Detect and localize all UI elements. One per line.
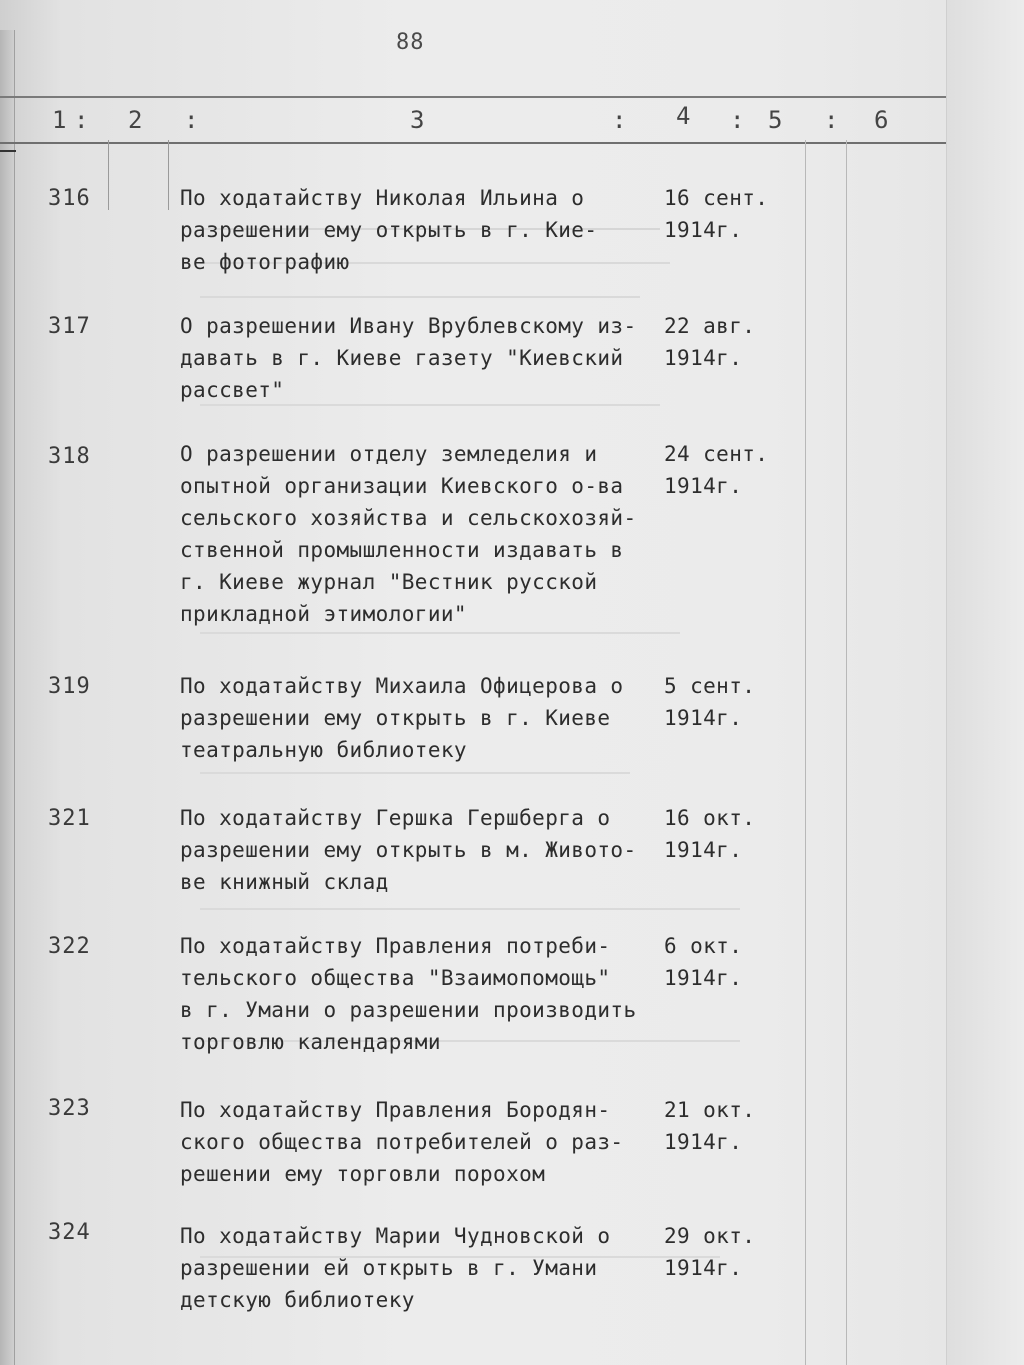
bleed-through-line [200,908,740,910]
column-header-1: 1 [52,106,67,134]
entry-number-319: 319 [48,674,91,699]
entry-date-316: 16 сент. 1914г. [664,186,769,242]
entry-text-319: По ходатайству Михаила Офицерова о разрешении ему открыть в г. Киеве театральную библиотеку [180,674,624,762]
entry-text-318: О разрешении отделу земледелия и опытной организации Киевского о-ва сельского хозяйства и сельскохозяй- ственной промышленности издавать в г. Киеве журнал "Вестник русской прикладной этимологии" [180,442,637,626]
column-header-5: 5 [768,106,783,134]
entry-text-317: О разрешении Ивану Врублевскому из- давать в г. Киеве газету "Киевский рассвет" [180,314,637,402]
column-rule [846,140,847,1365]
entry-date-324: 29 окт. 1914г. [664,1224,756,1280]
entry-number-318: 318 [48,444,91,469]
column-rule [168,140,169,210]
entry-text-323: По ходатайству Правления Бородян- ского общества потребителей о раз- решении ему торговли порохом [180,1098,624,1186]
bleed-through-line [200,772,630,774]
header-top-rule [0,96,946,98]
column-header-6: 6 [874,106,889,134]
column-header-3: 3 [410,106,425,134]
column-separator: : [730,106,745,134]
entry-date-323: 21 окт. 1914г. [664,1098,756,1154]
binding-notch [0,150,16,166]
entry-text-316: По ходатайству Николая Ильина о разрешении ему открыть в г. Кие- ве фотографию [180,186,598,274]
column-separator: : [612,106,627,134]
entry-text-324: По ходатайству Марии Чудновской о разрешении ей открыть в г. Умани детскую библиотеку [180,1224,611,1312]
entry-text-322: По ходатайству Правления потреби- тельского общества "Взаимопомощь" в г. Умани о разрешении производить торговлю календарями [180,934,637,1054]
column-separator: : [74,106,89,134]
entry-number-322: 322 [48,934,91,959]
entry-number-317: 317 [48,314,91,339]
bleed-through-line [200,296,640,298]
entry-date-319: 5 сент. 1914г. [664,674,756,730]
column-separator: : [824,106,839,134]
column-rule [108,140,109,210]
page-number: 88 [396,30,425,55]
column-header-4: 4 [676,102,691,130]
entry-date-322: 6 окт. 1914г. [664,934,743,990]
column-header-2: 2 [128,106,143,134]
entry-date-318: 24 сент. 1914г. [664,442,769,498]
entry-number-316: 316 [48,186,91,211]
entry-number-324: 324 [48,1220,91,1245]
column-rule [805,140,806,1365]
next-page-edge [946,0,1024,1365]
entry-date-317: 22 авг. 1914г. [664,314,756,370]
entry-date-321: 16 окт. 1914г. [664,806,756,862]
column-separator: : [184,106,199,134]
binding-strip [0,30,15,1365]
entry-number-321: 321 [48,806,91,831]
bleed-through-line [200,632,680,634]
entry-text-321: По ходатайству Гершка Гершберга о разрешении ему открыть в м. Живото- ве книжный склад [180,806,637,894]
entry-number-323: 323 [48,1096,91,1121]
